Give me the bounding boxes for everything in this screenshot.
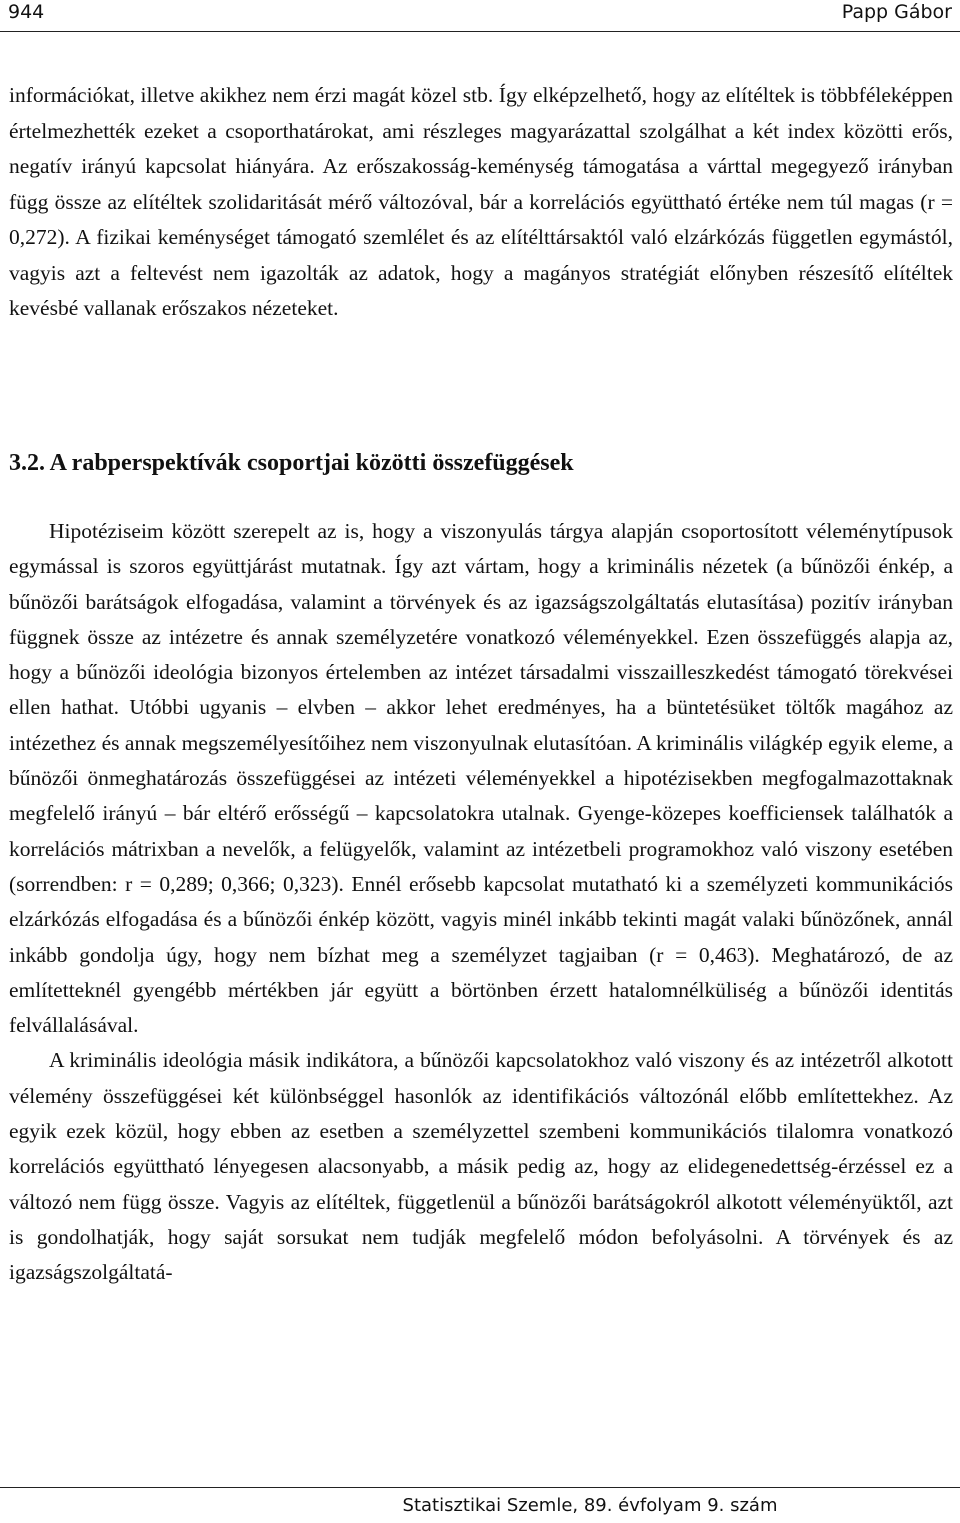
body-text-section	[9, 514, 953, 1291]
journal-footer: Statisztikai Szemle, 89. évfolyam 9. szám	[402, 1495, 778, 1516]
footer-divider	[0, 1487, 960, 1488]
paragraph-3: A kriminális ideológia másik indikátora, a bűnözői kapcsolatokhoz való viszony és az intézetről alkotott vélemény összefüggései két különbséggel hasonlók az identifikációs változónál előbb említettekhez. Az egyik ezek közül, hogy ebben az esetben a személyzettel szembeni kommunikációs tilalomra vonatkozó korrelációs együttható lényegesen alacsonyabb, a másik pedig az, hogy az elidegenedettség-érzéssel ez a változó nem függ össze. Vagyis az elítéltek, függetlenül a bűnözői barátságokról alkotott véleményüktől, azt is gondolhatják, hogy saját sorsukat nem tudják megfelelő módon befolyásolni. A törvények és az igazságszolgáltatá-	[9, 1048, 953, 1285]
page-header	[0, 0, 960, 26]
header-divider	[0, 31, 960, 32]
page-number: 944	[8, 1, 45, 23]
running-author: Papp Gábor	[841, 1, 952, 23]
paragraph-1: információkat, illetve akikhez nem érzi magát közel stb. Így elképzelhető, hogy az elítéltek is többféleképpen értelmezhették ezeket a csoporthatárokat, ami részleges magyarázattal szolgálhat a két index közötti erős, negatív irányú kapcsolat hiányára. Az erőszakosság-keménység támogatása a várttal megegyező irányban függ össze az elítéltek szolidaritását mérő változóval, bár a korrelációs együttható értéke nem túl magas (r = 0,272). A fizikai keménységet támogató szemlélet és az elítélttársaktól való elzárkózás független egymástól, vagyis azt a feltevést nem igazolták az adatok, hogy a magányos stratégiát előnyben részesítő elítéltek kevésbé vallanak erőszakos nézeteket.	[9, 83, 953, 320]
section-heading: 3.2. A rabperspektívák csoportjai közötti összefüggések	[9, 450, 574, 476]
paragraph-2: Hipotéziseim között szerepelt az is, hogy a viszonyulás tárgya alapján csoportosított véleménytípusok egymással is szoros együttjárást mutatnak. Így azt vártam, hogy a kriminális nézetek (a bűnözői énkép, a bűnözői barátságok elfogadása, valamint a törvények és az igazságszolgáltatás elutasítása) pozitív irányban függnek össze az intézetre és annak személyzetére vonatkozó véleményekkel. Ezen összefüggés alapja az, hogy a bűnözői ideológia bizonyos értelemben az intézet társadalmi visszailleszkedést támogató törekvései ellen hathat. Utóbbi ugyanis – elvben – akkor lehet eredményes, ha a büntetésüket töltők magához az intézethez és annak megszemélyesítőihez nem viszonyulnak elutasítóan. A kriminális világkép egyik eleme, a bűnözői önmeghatározás összefüggései az intézeti véleményekkel a hipotézisekben megfogalmazottaknak megfelelő irányú – bár eltérő erősségű – kapcsolatokra utalnak. Gyenge-közepes koefficiensek találhatók a korrelációs mátrixban a nevelők, a felügyelők, valamint az intézetbeli programokhoz való viszony esetében (sorrendben: r = 0,289; 0,366; 0,323). Ennél erősebb kapcsolat mutatható ki a személyzeti kommunikációs elzárkózás elfogadása és a bűnözői énkép között, vagyis minél inkább tekinti magát valaki bűnözőnek, annál inkább gondolja úgy, hogy nem bízhat meg a személyzet tagjaiban (r = 0,463). Meghatározó, de az említetteknél gyengébb mértékben jár együtt a börtönben érzett hatalomnélküliség a bűnözői identitás felvállalásával.	[9, 519, 953, 1038]
body-text-top	[9, 78, 953, 327]
